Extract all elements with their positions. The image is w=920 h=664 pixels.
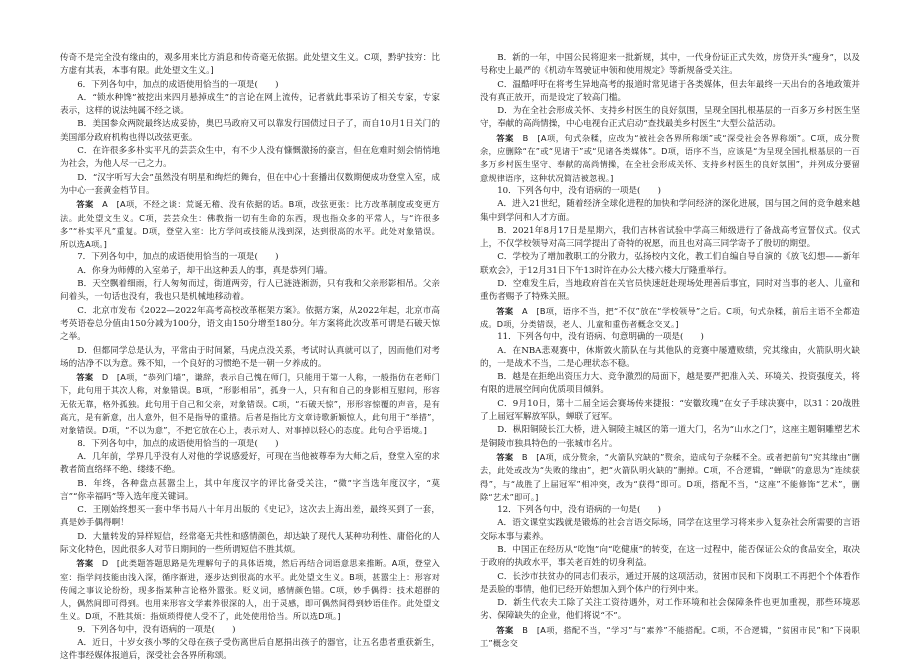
text-paragraph: D．新生代农夫工除了关注工资待遇外，对工作环境和社会保障条件也更加重视，那些环境恶劣、保障缺失的企业，他们将说“不”。 <box>480 598 860 622</box>
text-paragraph: B．新的一年，中国公民将迎来一批新规，其中，一代身份证正式失效，房贷开头“瘦身”，以及号称史上最严的《机动车驾驶证申领和使用规定》等新规备受关注。 <box>480 53 860 77</box>
text-paragraph: D．大量转发的异样短信，经常毫无共性和感情颜色，却达缺了现代人某种功利性、庸俗化的人际文化特色，因此很多人对节日期间的一些所谓短信不胜其烦。 <box>60 531 440 555</box>
text-paragraph: B．2021年8月17日是星期六，我们吉林省试验中学高三师级进行了备战高考宣誓仪式。仪式上，不仅学校领导对高三同学提出了奇特的祝愿，而且也对高三同学寄予了殷切的期望。 <box>480 225 860 250</box>
answer-paragraph <box>480 624 860 651</box>
answer-text: D [此类题答题思路是先理解句子的具体语境，然后再结合词语意思来推断。A项，登堂入室：指学问技能由浅入深，循序渐进，逐步达到很高的水平。此处望文生义。B项，甚嚣尘上：形容对传闻之事议论纷纷，现多指某种言论格外嚣张。贬义词，感情颜色错。C项，妙手偶得：技术超群的人，偶然间即可得到。也用来形容文学素养很深的人，出于灵感，即可偶然间得到妙语佳作。此处望文生义。D项，不胜其烦：指烦琐得使人受不了，此处使用恰当。所以选D项。] <box>60 558 440 622</box>
text-paragraph: C．温酷呼吁在将考生异地高考的报道时常见诸于各类媒体，但去年最终一天出台的各地政策并没有真正放开，而是设定了较高门槛。 <box>480 79 860 103</box>
text-paragraph: B．美国参众两院最终达成妥协，奥巴马政府又可以靠发行国债过日子了，而自10月1日关门的美国部分政府机构也得以改弦更张。 <box>60 119 440 143</box>
question-heading: 10．下列各句中，没有语病的一项是( ) <box>497 185 661 196</box>
answer-paragraph <box>60 371 440 437</box>
question-heading: 11．下列各句中，没有语病、句意明确的一项是( ) <box>497 332 704 343</box>
answer-paragraph <box>480 305 860 332</box>
answer-paragraph <box>480 132 860 185</box>
answer-paragraph <box>60 198 440 251</box>
text-paragraph: B．越是在拒绝出资压力大、竞争激烈的局面下，越是要严把准入关、环境关、投资强度关，将有限的进展空间向优质项目倾斜。 <box>480 372 860 396</box>
text-paragraph: D．为在全社会形成关怀、支持乡村医生的良好氛围，呈现全国扎根基层的一百多万乡村医生坚守，奉献的高尚情操，中心电视台正式启动“查找最美乡村医生”大型公益活动。 <box>480 106 860 130</box>
text-paragraph: C．北京市发布《2022—2022年高考高校改革框架方案》。依据方案，从2022年起，北京市高考英语卷总分值由150分减为100分，语文由150分增至180分。年方案将此次改革可谓是石破天惊之举。 <box>60 305 440 343</box>
text-paragraph: C．在许很多多朴实平凡的芸芸众生中，有不少人没有慷慨激扬的豪言，但在危难时刻会悄悄地为社会，为他人尽一己之力。 <box>60 146 440 170</box>
text-paragraph: A．近日，十岁女孩小琴的父母在孩子受伤离世后自愿捐出孩子的器官，让五名患者重获新生，这件事经媒体报道后，深受社会各界所称颂。 <box>60 638 440 662</box>
text-paragraph: A．进入21世纪，随着经济全球化进程的加快和学问经济的深化进展，国与国之间的竞争越来越集中到学问和人才方面。 <box>480 199 860 223</box>
question-heading: 8．下列各句中，加点的成语使用恰当的一项是( ) <box>77 438 279 449</box>
right-column <box>480 52 860 650</box>
answer-text: D [A项，“恭列门墙”，谦辞，表示自己愧在师门，只能用于第一人称，一般指仿在老师门下，此句用于其次人称，对象错误。B项，“形影相吊”，孤身一人，只有和自己的身影相互慰问，形容无依无靠，格外孤独。此句用于自己和父亲，对象错误。C项，“石破天惊”，形形容惊覆的声音，是有高亢，是有新意，出人意外，但不是指导的重措。后者是指比方文章诗歌新颖惊人，此句用于“举措”，对象错误。D项，“不以为意”，不把它放在心上，表示对人、对事掉以轻心的态度。此句合乎语境。] <box>60 372 441 436</box>
answer-label: 答案 <box>76 199 94 210</box>
text-paragraph: A．在NBA悲观赛中，休斯敦火箭队在与其他队的竞赛中屡遭败绩，究其缘由，火箭队明火缺的，一是战术不当，二是心理状态不稳。 <box>480 345 860 369</box>
answer-text: B [A项，句式杂糅，应改为“被社会各界所称颂”或“深受社会各界称颂”。C项，成分赘余，应删除“在”或“见诸于”或“见诸各类媒体”。D项，语序不当，应该是“为呈现全国扎根基层的一百多万乡村医生坚守、奉献的高尚情操，在全社会形成关怀、支持乡村医生的良好氛围”，并列成分要留意规律语序，这种状况简洁被忽视。] <box>480 132 860 183</box>
text-paragraph: B．年终，各种盘点甚嚣尘上，其中年度汉字的评比备受关注，“微”字当选年度汉字，“莫言”“你幸福吗”等入选年度关键词。 <box>60 478 440 502</box>
text-paragraph: C．长沙市扶贫办的同志们表示，通过开展的这项活动，贫困市民和下岗职工不再把个个体看作是丢脸的事情，他们已经开始想加入到个体户的行列中来。 <box>480 571 860 595</box>
question-heading: 12．下列各句中，没有语病的一句是( ) <box>497 505 661 516</box>
left-column <box>60 52 440 664</box>
text-paragraph: A．“锁水种馋”被挖出来四月悬掉成生”的言论在网上流传，记者就此事采访了相关专家，专家表示，这样的说法纯属不经之谈。 <box>60 92 440 117</box>
text-paragraph: D．“汉字听写大会”虽然没有明星和绚烂的舞台，但在中心十套播出仅数期便成功登堂入室，成为中心一套黄金档节目。 <box>60 172 440 196</box>
question-heading: 7．下列各句中，加点的成语使用恰当的一项是( ) <box>77 252 279 263</box>
answer-text: B [A项，搭配不当，“学习”与“素养”不能搭配。C项，不合逻辑，“贫困市民”和“下岗职工”概念交 <box>480 624 860 649</box>
answer-label: 答案 <box>496 624 514 635</box>
text-paragraph: B．天空飘着细雨，行人匆匆而过，街道两旁，行人已涟涟淅沥，只有我和父亲形影相吊。父亲问着头，一句话也没有，我也只是机械地移动着。 <box>60 279 440 303</box>
answer-text: B [A项，成分赘余，“火箭队究缺的”赘余，造成句子杂糅不全。或者把前句“究其缘由”删去，此处或改为“失败的缘由”，把“火箭队明火缺的”删掉。C项，不合逻辑，“蝉联”的意思为“连续获得”，与“战胜了上届冠军”相冲突，改为“获得”即可。D项，搭配不当，“这座”不能修饰“艺术”，删除“艺术”即可。] <box>480 451 860 502</box>
text-paragraph: C．王刚始终想买一套中华书局八十年月出版的《史记》，这次去上海出差，最终买到了一套，真是妙手偶得啊！ <box>60 505 440 529</box>
question-heading: 6．下列各句中，加点的成语使用恰当的一项是( ) <box>77 79 279 90</box>
answer-paragraph <box>480 451 860 504</box>
text-paragraph: A．你身为师傅的入室弟子，却干出这种丢人的事，真是恭列门墙。 <box>77 265 333 276</box>
answer-label: 答案 <box>496 305 514 316</box>
text-paragraph: C．学校为了增加教职工的分散力，弘扬校内文化，教工们自编自导自演的《放飞幻想——新年联欢会》，于12月31日下午13时许在办公大楼六楼大厅隆重举行。 <box>480 252 860 276</box>
text-paragraph: A．几年前，学界几乎没有人对他的学说感爱好，可现在当他被尊奉为大师之后，登堂入室的求教者简直络绎不绝、缕缕不绝。 <box>60 451 440 476</box>
text-paragraph: C．9月10日，第十二届全运会赛场传来捷报：“安徽玫瑰”在女子手球决赛中，以31∶20战胜了上届冠军解放军队，蝉联了冠军。 <box>480 398 860 423</box>
text-paragraph: D．空难发生后，当地政府首在关官员快速赶赴现场处理善后事宜，同时对当事的老人、儿童和重伤者赐予了特殊关照。 <box>480 279 860 303</box>
question-heading: 9．下列各句中，没有语病的一项是( ) <box>77 624 236 635</box>
text-paragraph: B．中国正在经历从“吃饱”向“吃健康”的转变，在这一过程中，能否保证公众的食品安全，取决于政府的执政水平，事关老百姓的切身利益。 <box>480 544 860 569</box>
text-paragraph: D．但都同学总是认为，平常由于时间紧，马虎点没关系，考试时认真就可以了，因而他们对考场的洁净不以为意。殊不知，一个良好的习惯绝不是一朝一夕养成的。 <box>60 345 440 369</box>
answer-label: 答案 <box>76 372 94 383</box>
answer-label: 答案 <box>496 132 514 143</box>
answer-label: 答案 <box>496 451 514 462</box>
answer-text: A [B项，语序不当，把“不仅”放在“学校领导”之后。C项，句式杂糅，前后主语不全都造成。D项，分类错误，老人、儿童和重伤者概念交叉。] <box>480 305 860 329</box>
answer-paragraph <box>60 557 440 623</box>
text-paragraph: A．语文课堂实践就是锻炼的社会言语交际场，同学在这里学习将来步入复杂社会所需要的言语交际本事与素养。 <box>480 518 860 542</box>
answer-label: 答案 <box>76 558 94 569</box>
text-paragraph: 传奇不是完全没有缘由的，观多用来比方消息和传奇毫无依据。此处望文生义。C项，黔驴技穷：比方虚有其表，本事有限。此处望文生义。] <box>60 53 440 77</box>
answer-text: A [A项，不经之谈：荒诞无稽、没有依据的话。B项，改弦更张：比方改革制度或变更方法。此处望文生义。C项，芸芸众生：佛教指一切有生命的东西，现也指众多的平常人，与“许很多多”“朴实平凡”重复。D项，登堂入室：比方学问或技能从浅到深，达到很高的水平。此处对象错误。所以选A项。] <box>60 199 440 250</box>
text-paragraph: D．枞阳铜陵长江大桥，进入铜陵主城区的第一道大门，名为“山水之门”，这座主题铜雕塑艺术是铜陵市独具特色的一张城市名片。 <box>480 425 860 449</box>
